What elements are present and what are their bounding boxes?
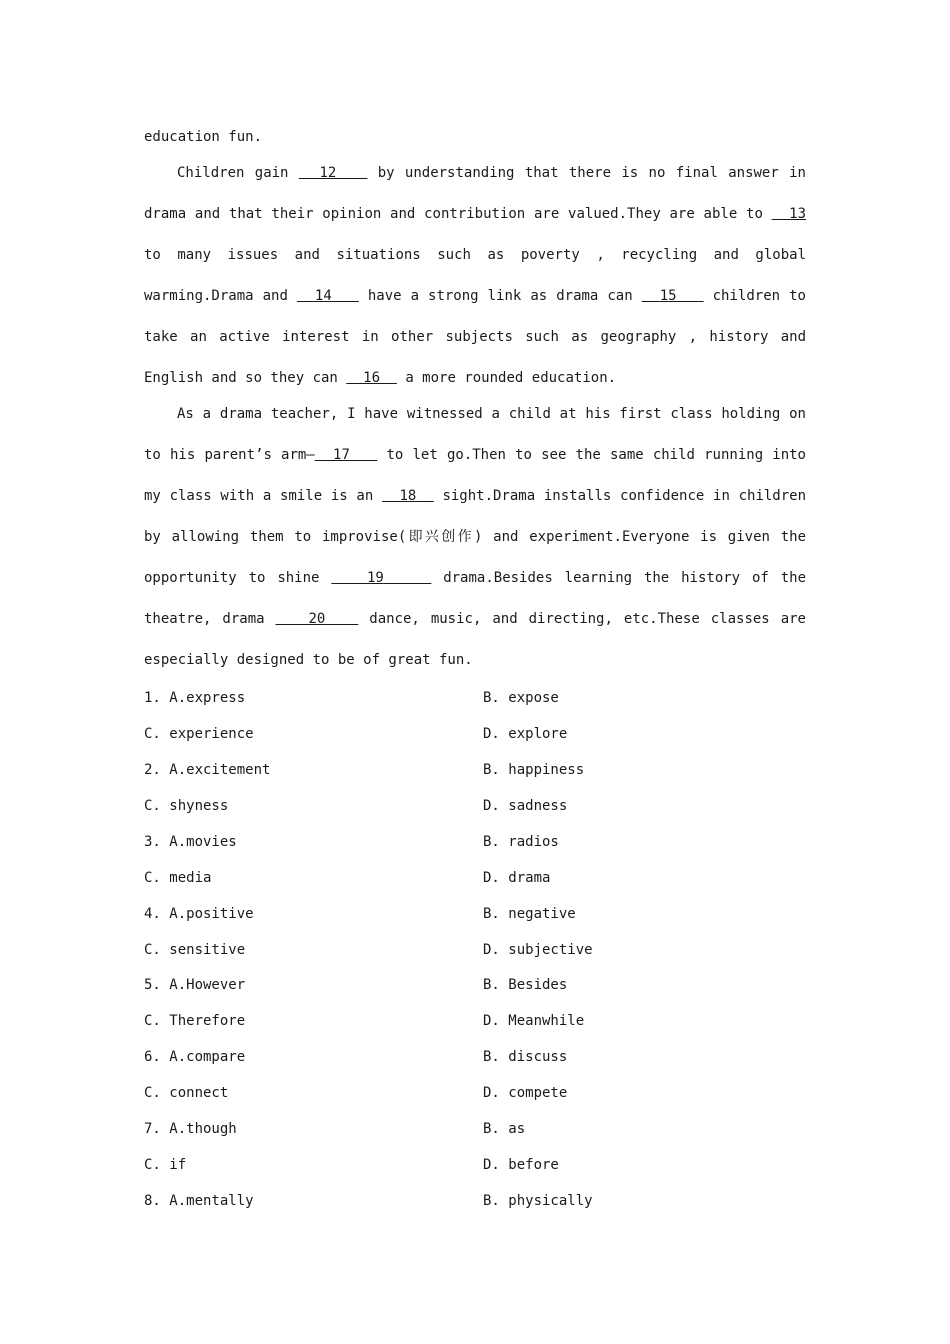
passage-text: to many issues and situations such as poverty , recycling and global [144, 247, 806, 263]
passage-text: drama.Besides learning the history of the [443, 570, 806, 586]
question-8-option-b: B. physically [483, 1193, 593, 1209]
passage-line [144, 650, 806, 670]
question-2-option-c: C. shyness [144, 798, 229, 814]
blank-13: 13 [789, 206, 807, 222]
question-4-option-c: C. sensitive [144, 942, 246, 958]
question-3-option-a: 3. A.movies [144, 834, 237, 850]
passage-text: a more rounded education. [405, 370, 617, 386]
blank-17: 17 [333, 447, 350, 463]
question-3-option-d: D. drama [483, 870, 551, 886]
question-1-option-c: C. experience [144, 726, 254, 742]
blank-15: 15 [659, 288, 677, 304]
question-1-option-d: D. explore [483, 726, 568, 742]
question-4-option-d: D. subjective [483, 942, 593, 958]
passage-text: English and so they can [144, 370, 338, 386]
passage-line [144, 127, 806, 147]
question-5-option-c: C. Therefore [144, 1013, 246, 1029]
question-2-option-a: 2. A.excitement [144, 762, 271, 778]
passage-text: dance, music, and directing, etc.These classes are [369, 611, 806, 627]
blank-16: 16 [363, 370, 381, 386]
question-2-option-b: B. happiness [483, 762, 585, 778]
blank-12: 12 [319, 165, 337, 181]
passage-text: As a drama teacher, I have witnessed a child at his first class holding on [177, 406, 806, 422]
passage-text: education fun. [144, 129, 263, 145]
passage-text: children to [712, 288, 806, 304]
passage-text: especially designed to be of great fun. [144, 652, 473, 668]
passage-text: my class with a smile is an [144, 488, 374, 504]
passage-line [144, 327, 806, 347]
passage-line [144, 486, 806, 506]
question-6-option-c: C. connect [144, 1085, 229, 1101]
blank-19: 19 [366, 570, 384, 586]
question-6-option-a: 6. A.compare [144, 1049, 246, 1065]
blank-14: 14 [314, 288, 332, 304]
question-5-option-a: 5. A.However [144, 977, 246, 993]
passage-text: to let go.Then to see the same child running into [386, 447, 806, 463]
passage-line [144, 404, 806, 424]
question-7-option-b: B. as [483, 1121, 526, 1137]
passage-line [144, 204, 806, 224]
passage-text: have a strong link as drama can [367, 288, 633, 304]
passage-text: to his parent’s arm— [144, 447, 315, 463]
question-4-option-b: B. negative [483, 906, 576, 922]
passage-line [144, 163, 806, 183]
question-7-option-a: 7. A.though [144, 1121, 237, 1137]
blank-20: 20 [308, 611, 326, 627]
question-3-option-b: B. radios [483, 834, 559, 850]
question-5-option-d: D. Meanwhile [483, 1013, 585, 1029]
passage-text: by allowing them to improvise(即兴创作) and experiment.Everyone is given the [144, 529, 806, 545]
passage-line [144, 527, 806, 547]
question-3-option-c: C. media [144, 870, 212, 886]
passage-text: opportunity to shine [144, 570, 320, 586]
passage-line [144, 568, 806, 588]
passage-text: theatre, drama [144, 611, 265, 627]
question-1-option-a: 1. A.express [144, 690, 246, 706]
passage-line [144, 368, 806, 388]
question-6-option-b: B. discuss [483, 1049, 568, 1065]
passage-line [144, 286, 806, 306]
passage-text: take an active interest in other subjects such as geography , history and [144, 329, 806, 345]
passage-line [144, 445, 806, 465]
passage-text: by understanding that there is no final answer in [377, 165, 806, 181]
passage-line [144, 609, 806, 629]
question-1-option-b: B. expose [483, 690, 559, 706]
question-8-option-a: 8. A.mentally [144, 1193, 254, 1209]
question-6-option-d: D. compete [483, 1085, 568, 1101]
question-7-option-c: C. if [144, 1157, 187, 1173]
passage-text: Children gain [177, 165, 289, 181]
question-2-option-d: D. sadness [483, 798, 568, 814]
question-5-option-b: B. Besides [483, 977, 568, 993]
passage-text: sight.Drama installs confidence in children [442, 488, 807, 504]
passage-text: warming.Drama and [144, 288, 288, 304]
question-7-option-d: D. before [483, 1157, 559, 1173]
blank-18: 18 [399, 488, 417, 504]
passage-line [144, 245, 806, 265]
question-4-option-a: 4. A.positive [144, 906, 254, 922]
passage-text: drama and that their opinion and contribution are valued.They are able to [144, 206, 763, 222]
